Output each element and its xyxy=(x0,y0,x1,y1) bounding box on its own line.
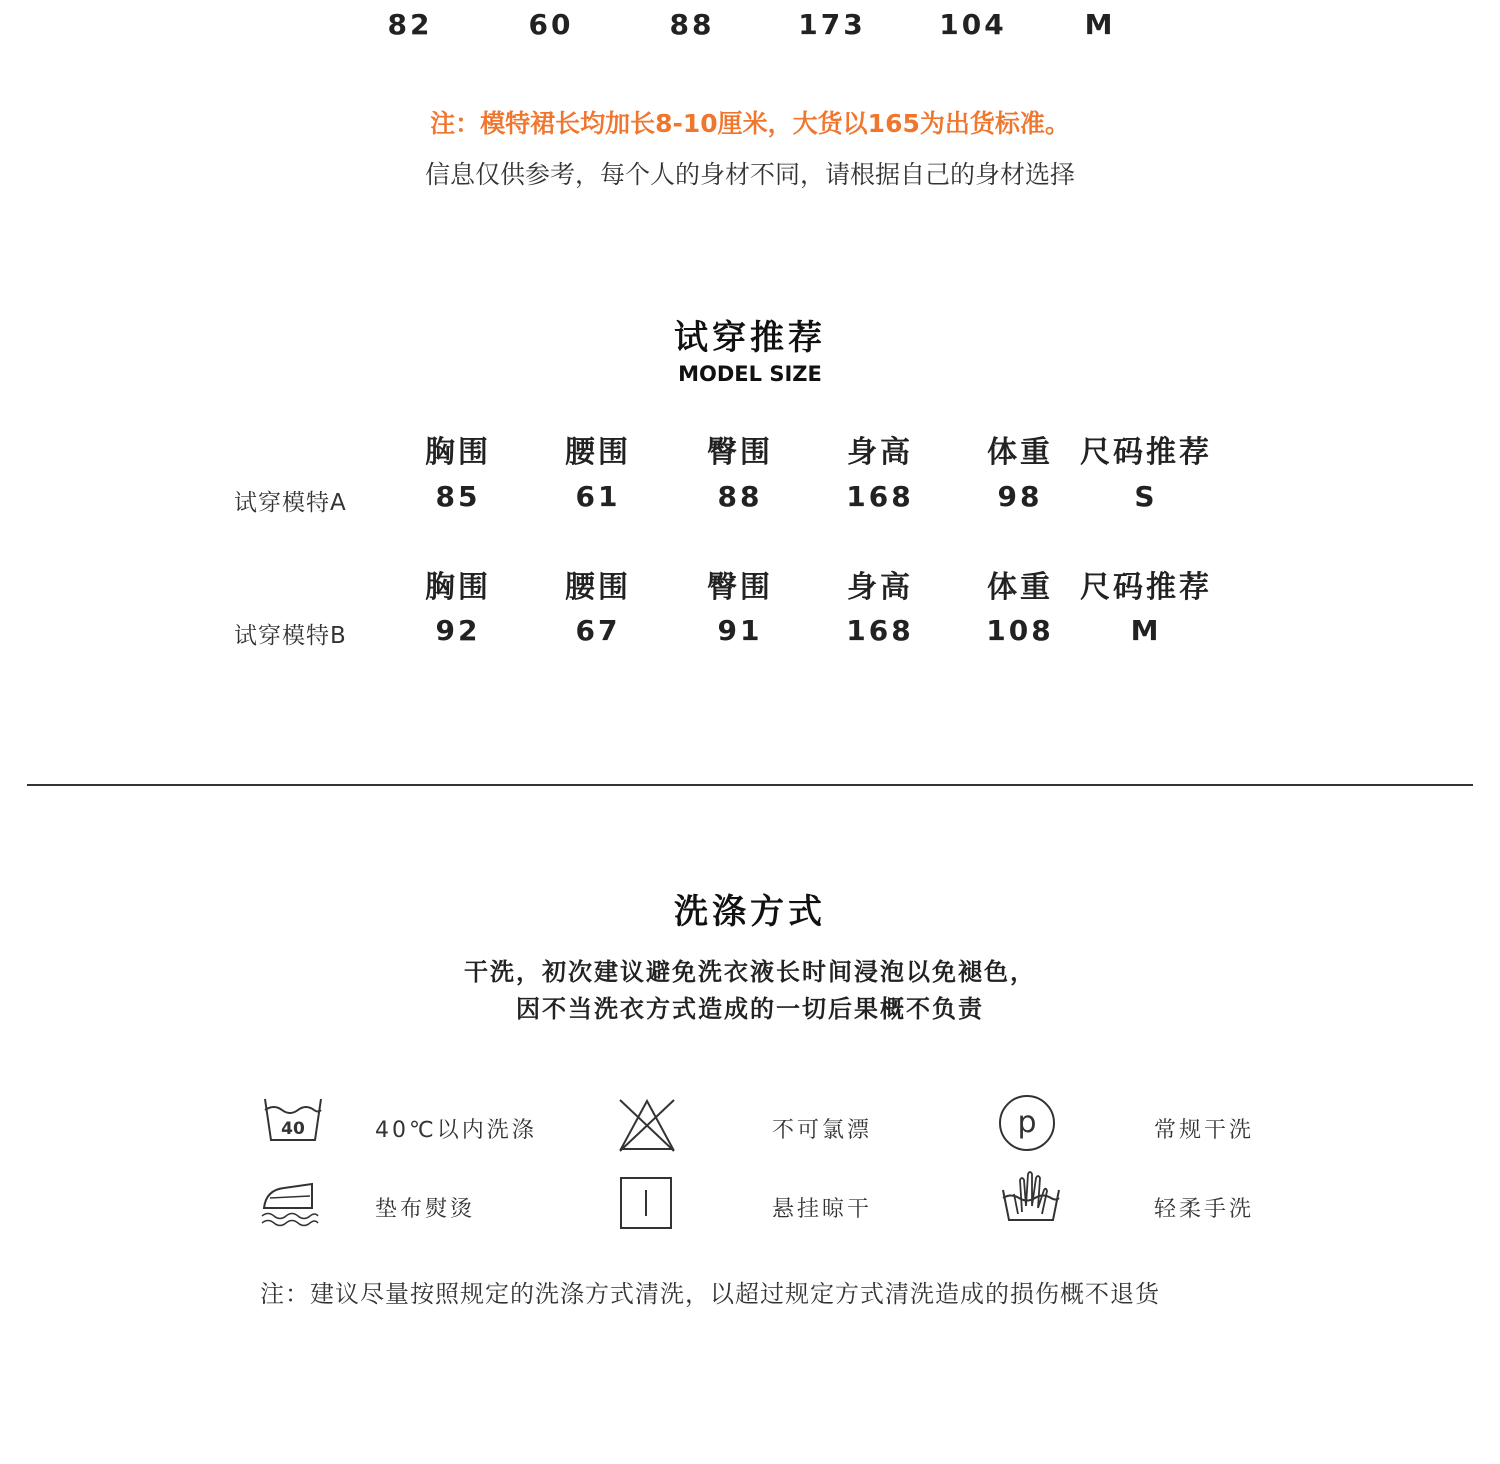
dry-clean-p-icon xyxy=(998,1094,1056,1156)
washing-desc-line2: 因不当洗衣方式造成的一切后果概不负责 xyxy=(516,995,984,1023)
header-size-recommend: 尺码推荐 xyxy=(1080,570,1212,605)
header-height: 身高 xyxy=(847,570,913,605)
header-bust: 胸围 xyxy=(425,570,491,605)
header-bust: 胸围 xyxy=(425,435,491,470)
care-label-hang-dry: 悬挂晾干 xyxy=(772,1197,873,1222)
model-a-label: 试穿模特A xyxy=(234,490,347,516)
care-label-no-bleach: 不可氯漂 xyxy=(772,1118,873,1143)
washing-footer-note: 注：建议尽量按照规定的洗涤方式清洗，以超过规定方式清洗造成的损伤概不退货 xyxy=(260,1280,1160,1308)
header-weight: 体重 xyxy=(987,570,1053,605)
header-waist: 腰围 xyxy=(565,435,631,470)
model-b-height: 168 xyxy=(846,614,914,647)
model-b-hip: 91 xyxy=(717,614,763,647)
model-b-bust: 92 xyxy=(435,614,481,647)
washing-title: 洗涤方式 xyxy=(674,892,826,932)
model-a-size: S xyxy=(1134,480,1158,513)
model-a-bust: 85 xyxy=(435,480,481,513)
no-bleach-icon xyxy=(617,1097,677,1157)
size-value: 82 xyxy=(387,8,433,41)
model-b-label: 试穿模特B xyxy=(234,623,347,649)
iron-with-cloth-icon xyxy=(260,1178,320,1232)
wash-40-icon xyxy=(262,1096,324,1148)
header-hip: 臀围 xyxy=(707,435,773,470)
model-b-size: M xyxy=(1130,614,1162,647)
model-b-weight: 108 xyxy=(986,614,1054,647)
care-label-wash-40: 40℃以内洗涤 xyxy=(375,1118,537,1143)
size-value: 173 xyxy=(798,8,866,41)
header-height: 身高 xyxy=(847,435,913,470)
model-a-hip: 88 xyxy=(717,480,763,513)
model-a-height: 168 xyxy=(846,480,914,513)
header-size-recommend: 尺码推荐 xyxy=(1080,435,1212,470)
hand-wash-icon xyxy=(1000,1166,1062,1228)
washing-desc-line1: 干洗，初次建议避免洗衣液长时间浸泡以免褪色， xyxy=(464,958,1036,986)
care-label-hand-wash: 轻柔手洗 xyxy=(1154,1197,1255,1222)
model-b-waist: 67 xyxy=(575,614,621,647)
header-hip: 臀围 xyxy=(707,570,773,605)
model-size-title: 试穿推荐 xyxy=(674,318,826,358)
size-value: 60 xyxy=(528,8,574,41)
care-label-dry-clean: 常规干洗 xyxy=(1154,1118,1255,1143)
model-a-waist: 61 xyxy=(575,480,621,513)
size-value: 104 xyxy=(939,8,1007,41)
header-waist: 腰围 xyxy=(565,570,631,605)
size-value: M xyxy=(1084,8,1116,41)
dry-clean-p-icon-text: p xyxy=(1017,1105,1037,1140)
section-divider xyxy=(27,784,1473,786)
model-size-subtitle: MODEL SIZE xyxy=(678,362,822,386)
header-weight: 体重 xyxy=(987,435,1053,470)
care-label-iron: 垫布熨烫 xyxy=(375,1197,476,1222)
length-note: 注：模特裙长均加长8-10厘米，大货以165为出货标准。 xyxy=(430,109,1070,138)
wash-40-icon-text: 40 xyxy=(281,1119,305,1139)
reference-note: 信息仅供参考，每个人的身材不同，请根据自己的身材选择 xyxy=(424,160,1075,189)
hang-dry-icon xyxy=(619,1176,673,1234)
model-a-weight: 98 xyxy=(997,480,1043,513)
size-value: 88 xyxy=(669,8,715,41)
